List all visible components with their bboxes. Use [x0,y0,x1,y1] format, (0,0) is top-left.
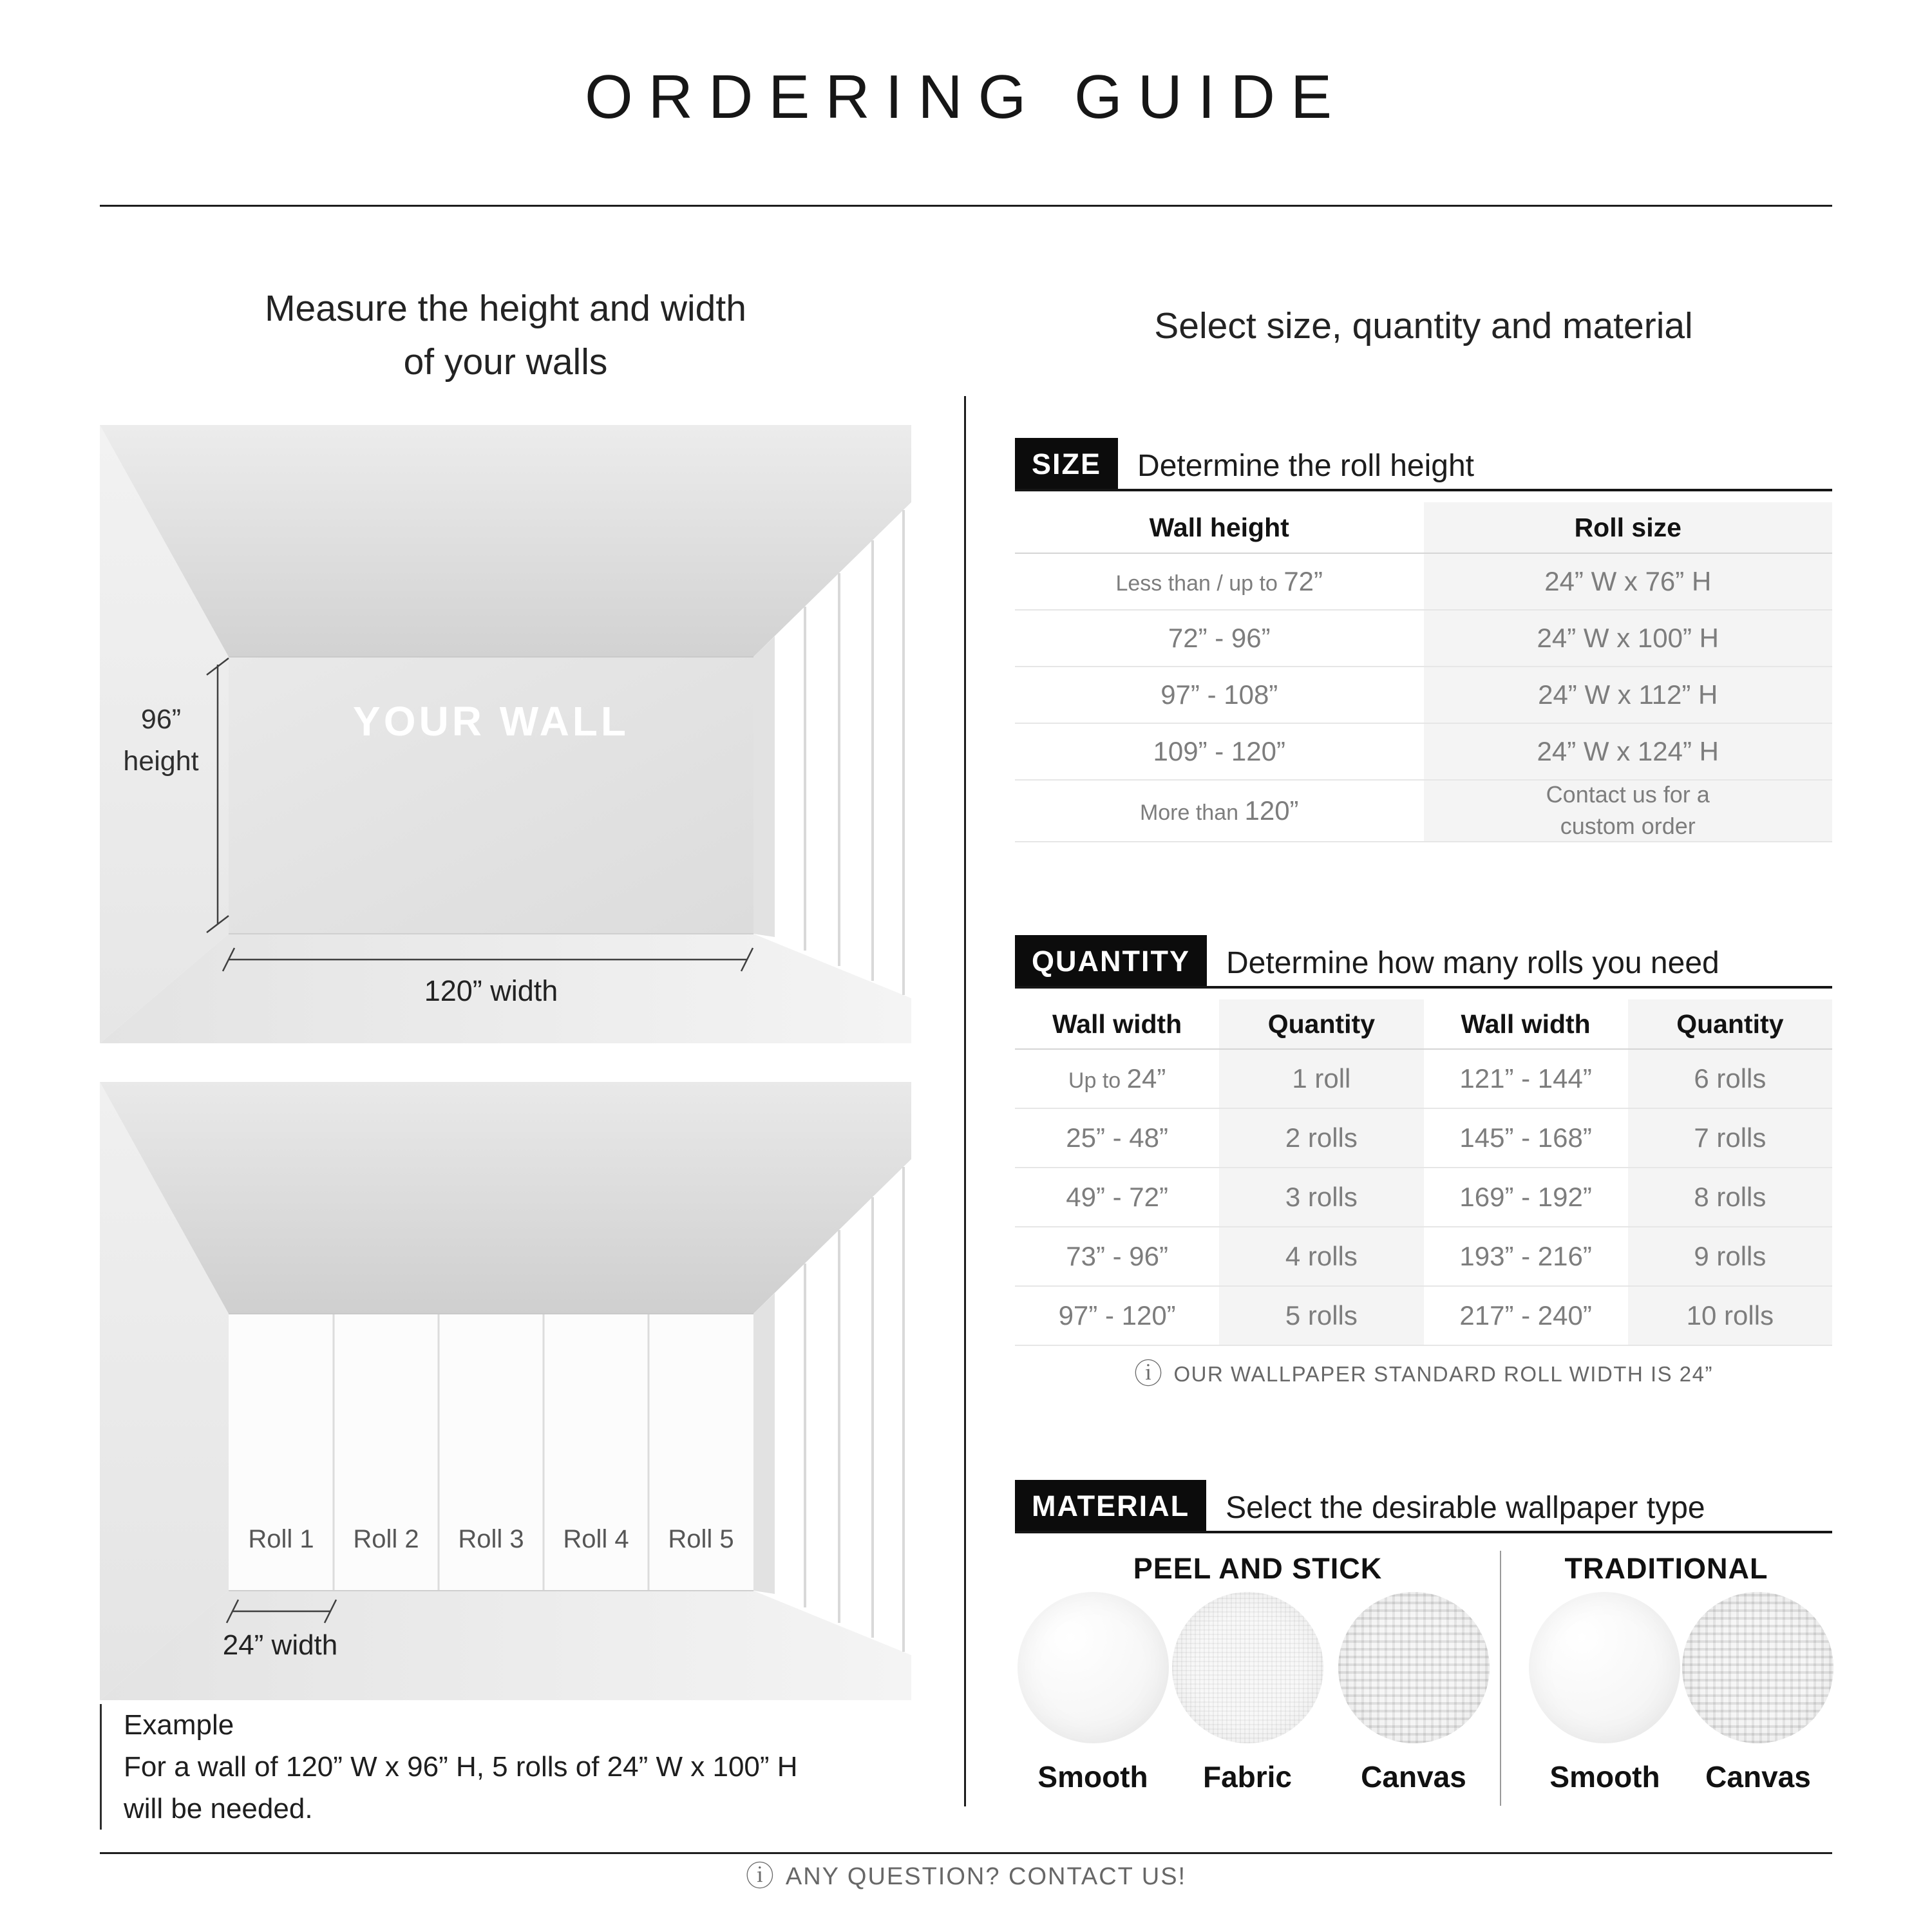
qty-col-header: Wall width [1015,999,1219,1050]
size-row-roll-size: 24” W x 76” H [1424,554,1833,611]
size-table [1015,502,1832,842]
measure-heading [100,282,911,388]
size-row-wall-height: 109” - 120” [1015,724,1424,781]
smooth-texture-swatch [1018,1592,1169,1743]
canvas-texture-swatch [1338,1592,1490,1743]
qty-cell-quantity: 9 rolls [1628,1227,1832,1287]
qty-cell-wall-width: 49” - 72” [1015,1168,1219,1227]
qty-cell-quantity: 5 rolls [1219,1287,1423,1346]
quantity-table [1015,999,1832,1346]
roll-1-label: Roll 1 [248,1525,314,1553]
quantity-badge: QUANTITY [1015,935,1207,986]
footer-divider-line [100,1852,1832,1854]
qty-cell-quantity: 6 rolls [1628,1050,1832,1109]
measure-heading-line2: of your walls [403,341,608,383]
material-badge: MATERIAL [1015,1480,1206,1531]
wall-width-label: 120” width [424,974,558,1007]
top-divider-line [100,205,1832,207]
qty-cell-wall-width: Up to 24” [1015,1050,1219,1109]
qty-cell-wall-width: 145” - 168” [1424,1109,1628,1168]
fabric-texture-swatch [1172,1592,1323,1743]
swatch-label: Canvas [1705,1760,1811,1794]
wall-height-word: height [123,745,199,777]
example-note [100,1704,943,1830]
qty-col-header: Quantity [1219,999,1423,1050]
material-group-divider [1500,1551,1501,1806]
wall-height-label [103,699,219,782]
window-frame [753,636,775,937]
size-row-wall-height: Less than / up to 72” [1015,554,1424,611]
quantity-section-header [1015,935,1832,989]
qty-cell-wall-width: 169” - 192” [1424,1168,1628,1227]
measure-heading-line1: Measure the height and width [265,288,746,329]
column-divider-line [964,396,966,1806]
qty-cell-wall-width: 25” - 48” [1015,1109,1219,1168]
roll-width-note [1015,1360,1832,1388]
roll-3-label: Roll 3 [458,1525,524,1553]
qty-cell-quantity: 4 rolls [1219,1227,1423,1287]
swatch-label: Fabric [1202,1760,1293,1794]
material-section-header [1015,1480,1832,1533]
size-col-header-roll-size: Roll size [1424,502,1833,554]
qty-cell-wall-width: 97” - 120” [1015,1287,1219,1346]
roll-4-label: Roll 4 [563,1525,629,1553]
info-icon: ⓘ [1134,1358,1164,1390]
size-badge: SIZE [1015,438,1118,489]
qty-cell-wall-width: 121” - 144” [1424,1050,1628,1109]
size-col-header-wall-height: Wall height [1015,502,1424,554]
swatch-label: Canvas [1361,1760,1466,1794]
example-line1: For a wall of 120” W x 96” H, 5 rolls of 24” W x 100” H [124,1751,798,1783]
size-section-header [1015,438,1832,491]
size-row-wall-height: 72” - 96” [1015,611,1424,667]
size-row-wall-height: More than 120” [1015,781,1424,842]
canvas-texture-swatch [1682,1592,1833,1743]
room-2-svg [100,1082,911,1700]
footer-contact-text: ANY QUESTION? CONTACT US! [785,1862,1187,1890]
example-title: Example [124,1709,234,1741]
qty-cell-quantity: 1 roll [1219,1050,1423,1109]
material-groups [1015,1546,1832,1811]
roll-width-note-text: OUR WALLPAPER STANDARD ROLL WIDTH IS 24” [1173,1362,1713,1386]
your-wall-label: YOUR WALL [353,698,629,744]
size-row-roll-size: Contact us for a custom order [1424,781,1833,842]
room-illustration-rolls [100,1082,911,1700]
size-row-roll-size: 24” W x 124” H [1424,724,1833,781]
traditional-group-name: TRADITIONAL [1564,1552,1768,1585]
example-line2: will be needed. [124,1793,313,1825]
swatch-label: Smooth [1549,1760,1660,1794]
qty-cell-quantity: 3 rolls [1219,1168,1423,1227]
qty-cell-quantity: 7 rolls [1628,1109,1832,1168]
size-row-wall-height: 97” - 108” [1015,667,1424,724]
roll-5-label: Roll 5 [668,1525,734,1553]
wall-height-value: 96” [140,704,182,735]
qty-cell-wall-width: 193” - 216” [1424,1227,1628,1287]
qty-cell-wall-width: 217” - 240” [1424,1287,1628,1346]
roll-width-label: 24” width [222,1629,338,1661]
room-illustration-measure [100,425,911,1043]
footer-contact-note [0,1862,1932,1891]
roll-2-label: Roll 2 [353,1525,419,1553]
quantity-section-title: Determine how many rolls you need [1226,946,1719,980]
select-heading: Select size, quantity and material [1154,305,1693,346]
material-section-title: Select the desirable wallpaper type [1226,1491,1705,1525]
qty-cell-quantity: 8 rolls [1628,1168,1832,1227]
window-frame [753,1293,775,1594]
swatch-label: Smooth [1037,1760,1148,1794]
qty-cell-wall-width: 73” - 96” [1015,1227,1219,1287]
size-row-roll-size: 24” W x 100” H [1424,611,1833,667]
size-section-title: Determine the roll height [1137,449,1474,483]
qty-col-header: Quantity [1628,999,1832,1050]
qty-cell-quantity: 2 rolls [1219,1109,1423,1168]
size-row-roll-size: 24” W x 112” H [1424,667,1833,724]
page-title: ORDERING GUIDE [584,62,1348,131]
qty-cell-quantity: 10 rolls [1628,1287,1832,1346]
peel-and-stick-group-name: PEEL AND STICK [1133,1552,1383,1585]
info-icon: ⓘ [745,1860,775,1893]
smooth-texture-swatch [1529,1592,1680,1743]
qty-col-header: Wall width [1424,999,1628,1050]
